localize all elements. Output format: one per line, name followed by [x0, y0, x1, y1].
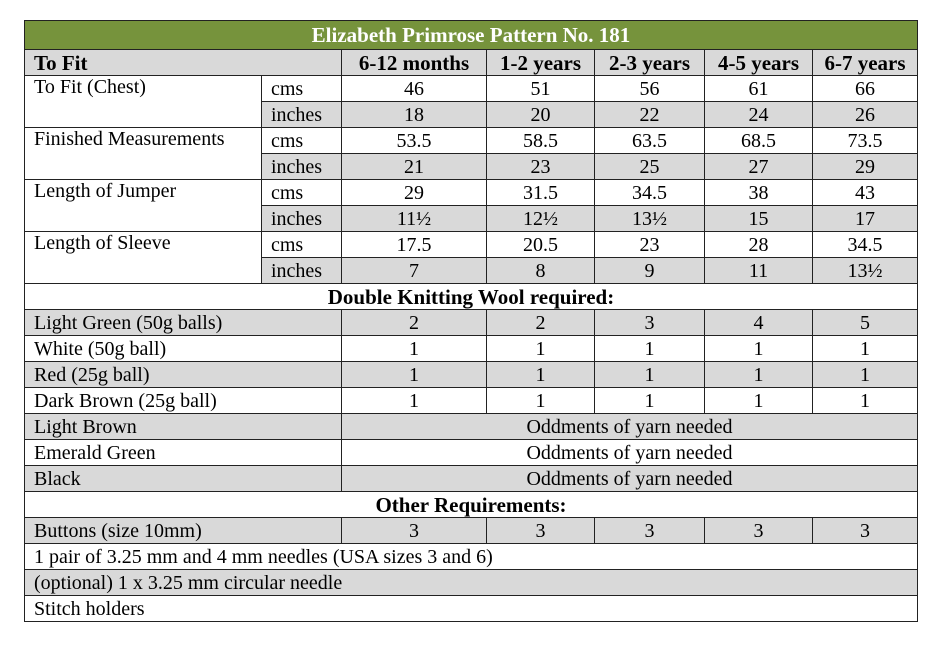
- unit-cms: cms: [262, 76, 342, 102]
- value-cell: 3: [595, 310, 705, 336]
- to-fit-header: To Fit: [25, 50, 342, 76]
- measurement-label: Length of Jumper: [25, 180, 262, 232]
- table-row: [25, 284, 918, 310]
- value-cell: 2: [342, 310, 487, 336]
- value-cell: 24: [705, 102, 813, 128]
- value-cell: 58.5: [487, 128, 595, 154]
- other-item: Stitch holders: [25, 596, 918, 622]
- value-cell: 1: [705, 336, 813, 362]
- value-cell: 1: [595, 336, 705, 362]
- pattern-table: [24, 20, 918, 622]
- value-cell: 3: [342, 518, 487, 544]
- oddment-text: Oddments of yarn needed: [342, 466, 918, 492]
- wool-label: Red (25g ball): [25, 362, 342, 388]
- table-row: [25, 518, 918, 544]
- value-cell: 3: [705, 518, 813, 544]
- value-cell: 1: [705, 388, 813, 414]
- value-cell: 26: [813, 102, 918, 128]
- value-cell: 1: [813, 388, 918, 414]
- value-cell: 61: [705, 76, 813, 102]
- value-cell: 2: [487, 310, 595, 336]
- value-cell: 1: [487, 336, 595, 362]
- wool-label: White (50g ball): [25, 336, 342, 362]
- value-cell: 31.5: [487, 180, 595, 206]
- table-row: [25, 180, 918, 206]
- table-row: [25, 414, 918, 440]
- oddment-label: Black: [25, 466, 342, 492]
- value-cell: 1: [813, 336, 918, 362]
- value-cell: 3: [595, 518, 705, 544]
- value-cell: 28: [705, 232, 813, 258]
- table-row: [25, 570, 918, 596]
- value-cell: 21: [342, 154, 487, 180]
- value-cell: 1: [595, 362, 705, 388]
- table-row: [25, 128, 918, 154]
- table-row: [25, 310, 918, 336]
- table-row: [25, 466, 918, 492]
- value-cell: 13½: [595, 206, 705, 232]
- value-cell: 43: [813, 180, 918, 206]
- size-header: 6-12 months: [342, 50, 487, 76]
- oddment-label: Light Brown: [25, 414, 342, 440]
- unit-inches: inches: [262, 206, 342, 232]
- value-cell: 3: [487, 518, 595, 544]
- value-cell: 1: [342, 336, 487, 362]
- value-cell: 23: [487, 154, 595, 180]
- value-cell: 13½: [813, 258, 918, 284]
- value-cell: 8: [487, 258, 595, 284]
- value-cell: 68.5: [705, 128, 813, 154]
- value-cell: 23: [595, 232, 705, 258]
- value-cell: 25: [595, 154, 705, 180]
- value-cell: 29: [813, 154, 918, 180]
- value-cell: 12½: [487, 206, 595, 232]
- value-cell: 3: [813, 518, 918, 544]
- value-cell: 1: [813, 362, 918, 388]
- buttons-label: Buttons (size 10mm): [25, 518, 342, 544]
- value-cell: 20: [487, 102, 595, 128]
- table-row: [25, 544, 918, 570]
- value-cell: 73.5: [813, 128, 918, 154]
- value-cell: 27: [705, 154, 813, 180]
- value-cell: 1: [705, 362, 813, 388]
- measurement-label: Length of Sleeve: [25, 232, 262, 284]
- value-cell: 1: [487, 362, 595, 388]
- size-header: 6-7 years: [813, 50, 918, 76]
- value-cell: 4: [705, 310, 813, 336]
- unit-cms: cms: [262, 128, 342, 154]
- unit-inches: inches: [262, 258, 342, 284]
- value-cell: 1: [342, 388, 487, 414]
- value-cell: 34.5: [595, 180, 705, 206]
- value-cell: 53.5: [342, 128, 487, 154]
- value-cell: 15: [705, 206, 813, 232]
- value-cell: 11½: [342, 206, 487, 232]
- oddment-text: Oddments of yarn needed: [342, 440, 918, 466]
- value-cell: 17: [813, 206, 918, 232]
- size-header: 1-2 years: [487, 50, 595, 76]
- wool-heading: Double Knitting Wool required:: [25, 284, 918, 310]
- table-row: [25, 492, 918, 518]
- other-item: (optional) 1 x 3.25 mm circular needle: [25, 570, 918, 596]
- other-item: 1 pair of 3.25 mm and 4 mm needles (USA sizes 3 and 6): [25, 544, 918, 570]
- value-cell: 38: [705, 180, 813, 206]
- table-row: [25, 76, 918, 102]
- value-cell: 17.5: [342, 232, 487, 258]
- value-cell: 9: [595, 258, 705, 284]
- table-row: [25, 232, 918, 258]
- value-cell: 1: [595, 388, 705, 414]
- oddment-label: Emerald Green: [25, 440, 342, 466]
- table-row: [25, 596, 918, 622]
- other-heading: Other Requirements:: [25, 492, 918, 518]
- value-cell: 63.5: [595, 128, 705, 154]
- size-header: 4-5 years: [705, 50, 813, 76]
- value-cell: 1: [342, 362, 487, 388]
- table-row: [25, 440, 918, 466]
- unit-inches: inches: [262, 102, 342, 128]
- value-cell: 46: [342, 76, 487, 102]
- unit-cms: cms: [262, 232, 342, 258]
- value-cell: 22: [595, 102, 705, 128]
- value-cell: 51: [487, 76, 595, 102]
- value-cell: 5: [813, 310, 918, 336]
- table-row: [25, 336, 918, 362]
- table-title: Elizabeth Primrose Pattern No. 181: [25, 21, 918, 50]
- value-cell: 18: [342, 102, 487, 128]
- wool-label: Light Green (50g balls): [25, 310, 342, 336]
- unit-cms: cms: [262, 180, 342, 206]
- value-cell: 7: [342, 258, 487, 284]
- wool-label: Dark Brown (25g ball): [25, 388, 342, 414]
- size-header: 2-3 years: [595, 50, 705, 76]
- value-cell: 56: [595, 76, 705, 102]
- unit-inches: inches: [262, 154, 342, 180]
- value-cell: 34.5: [813, 232, 918, 258]
- table-row: [25, 388, 918, 414]
- value-cell: 66: [813, 76, 918, 102]
- table-row: [25, 362, 918, 388]
- measurement-label: To Fit (Chest): [25, 76, 262, 128]
- value-cell: 29: [342, 180, 487, 206]
- oddment-text: Oddments of yarn needed: [342, 414, 918, 440]
- value-cell: 1: [487, 388, 595, 414]
- value-cell: 11: [705, 258, 813, 284]
- value-cell: 20.5: [487, 232, 595, 258]
- measurement-label: Finished Measurements: [25, 128, 262, 180]
